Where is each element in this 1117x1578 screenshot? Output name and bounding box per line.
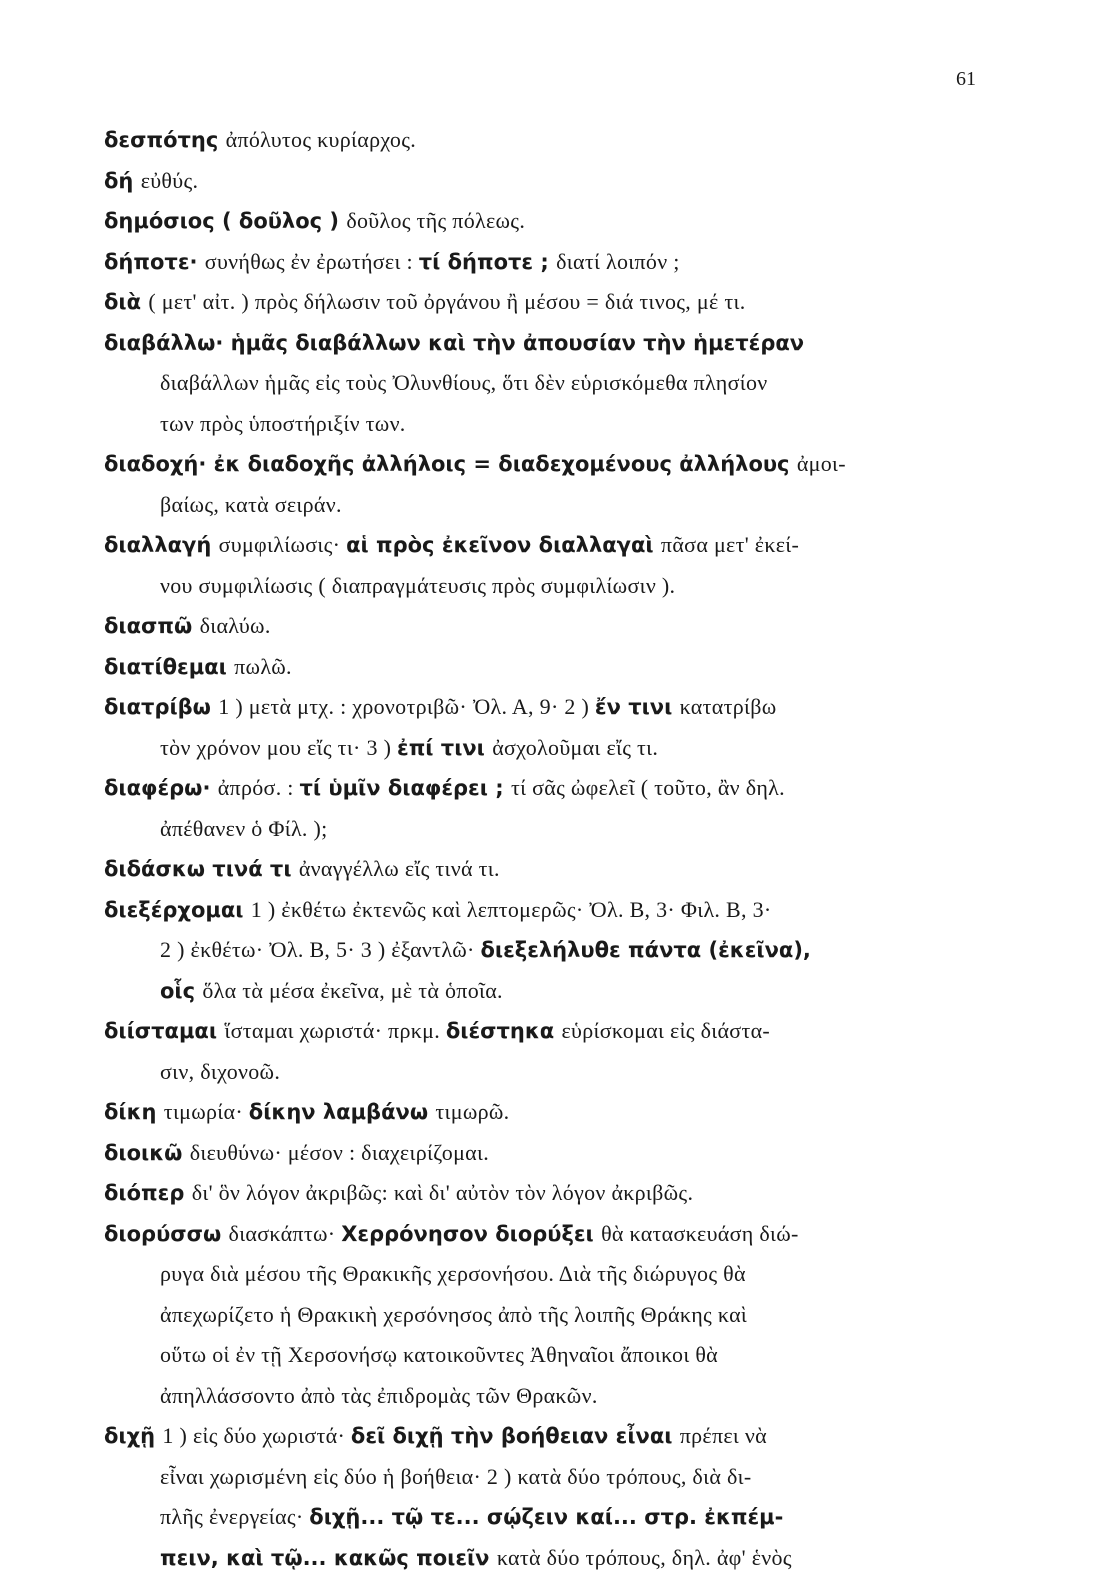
- entry-line: [104, 728, 984, 769]
- definition-text: ἀπέθανεν ὁ Φίλ. );: [160, 816, 328, 841]
- definition-text: συνήθως ἐν ἐρωτήσει :: [205, 249, 419, 274]
- definition-text: οὕτω οἱ ἐν τῇ Χερσονήσῳ κατοικοῦντες Ἀθηναῖοι ἄποικοι θὰ: [160, 1342, 718, 1367]
- definition-text: πρέπει νὰ: [680, 1423, 767, 1448]
- headword-text: διχῇ... τῷ τε... σῴζειν καί... στρ. ἐκπέμ-: [309, 1505, 783, 1529]
- definition-text: ἀπόλυτος κυρίαρχος.: [226, 127, 416, 152]
- definition-text: πᾶσα μετ' ἐκεί-: [661, 532, 799, 557]
- definition-text: σιν, διχονοῶ.: [160, 1059, 280, 1084]
- definition-text: ὅλα τὰ μέσα ἐκεῖνα, μὲ τὰ ὁποῖα.: [202, 978, 503, 1003]
- headword-text: τί δήποτε ;: [419, 250, 556, 274]
- entry-line: [104, 890, 984, 931]
- definition-text: 1 ) μετὰ μτχ. : χρονοτριβῶ· Ὀλ. Α, 9· 2 ): [218, 694, 595, 719]
- headword-text: διχῇ: [104, 1424, 162, 1448]
- headword-text: διὰ: [104, 290, 148, 314]
- entry-line: [104, 525, 984, 566]
- entry-line: [104, 849, 984, 890]
- definition-text: πλῆς ἐνεργείας·: [160, 1504, 309, 1529]
- definition-text: ἵσταμαι χωριστά· πρκμ.: [224, 1018, 445, 1043]
- definition-text: ἀπεχωρίζετο ἡ Θρακικὴ χερσόνησος ἀπὸ τῆς λοιπῆς Θράκης καὶ: [160, 1302, 747, 1327]
- headword-text: διορύσσω: [104, 1222, 229, 1246]
- headword-text: δεῖ διχῇ τὴν βοήθειαν εἶναι: [351, 1424, 680, 1448]
- definition-text: εὑρίσκομαι εἰς διάστα-: [562, 1018, 771, 1043]
- entry-line: [104, 647, 984, 688]
- headword-text: διαβάλλω· ἡμᾶς διαβάλλων καὶ τὴν ἀπουσίαν τὴν ἡμετέραν: [104, 331, 804, 355]
- entry-line: [104, 930, 984, 971]
- entry-line: [104, 1416, 984, 1457]
- definition-text: ρυγα διὰ μέσου τῆς Θρακικῆς χερσονήσου. Διὰ τῆς διώρυγος θὰ: [160, 1261, 746, 1286]
- definition-text: ἀπηλλάσσοντο ἀπὸ τὰς ἐπιδρομὰς τῶν Θρακῶν.: [160, 1383, 598, 1408]
- definition-text: κατατρίβω: [680, 694, 777, 719]
- headword-text: ἔν τινι: [595, 695, 680, 719]
- definition-text: ἀσχολοῦμαι εἴς τι.: [492, 735, 658, 760]
- entry-line: [104, 1011, 984, 1052]
- headword-text: τί ὑμῖν διαφέρει ;: [300, 776, 511, 800]
- entry-line: [104, 1497, 984, 1538]
- entry-line: [104, 485, 984, 526]
- headword-text: διεξελήλυθε πάντα (ἐκεῖνα),: [481, 938, 811, 962]
- definition-text: ἀπρόσ. :: [218, 775, 300, 800]
- definition-text: 1 ) εἰς δύο χωριστά·: [162, 1423, 350, 1448]
- definition-text: πωλῶ.: [234, 654, 292, 679]
- entry-line: [104, 606, 984, 647]
- headword-text: διατρίβω: [104, 695, 218, 719]
- entry-line: [104, 323, 984, 364]
- headword-text: δήποτε·: [104, 250, 205, 274]
- definition-text: διαβάλλων ἡμᾶς εἰς τοὺς Ὀλυνθίους, ὅτι δὲν εὑρισκόμεθα πλησίον: [160, 370, 768, 395]
- entry-line: [104, 1457, 984, 1498]
- headword-text: διέστηκα: [446, 1019, 562, 1043]
- definition-text: των πρὸς ὑποστήριξίν των.: [160, 411, 406, 436]
- headword-text: δημόσιος ( δοῦλος ): [104, 209, 346, 233]
- entry-line: [104, 120, 984, 161]
- entry-line: [104, 161, 984, 202]
- definition-text: διατί λοιπόν ;: [556, 249, 680, 274]
- entry-line: [104, 201, 984, 242]
- entry-line: [104, 1295, 984, 1336]
- definition-text: τί σᾶς ὠφελεῖ ( τοῦτο, ἂν δηλ.: [511, 775, 785, 800]
- definition-text: δοῦλος τῆς πόλεως.: [346, 208, 525, 233]
- definition-text: θὰ κατασκευάση διώ-: [601, 1221, 799, 1246]
- headword-text: ἐπί τινι: [397, 736, 492, 760]
- definition-text: διαλύω.: [200, 613, 271, 638]
- headword-text: οἷς: [160, 979, 202, 1003]
- headword-text: δίκη: [104, 1100, 164, 1124]
- definition-text: ἀμοι-: [797, 451, 846, 476]
- definition-text: συμφιλίωσις·: [219, 532, 346, 557]
- headword-text: διαφέρω·: [104, 776, 218, 800]
- entry-line: [104, 282, 984, 323]
- entry-line: [104, 809, 984, 850]
- headword-text: αἱ πρὸς ἐκεῖνον διαλλαγαὶ: [346, 533, 661, 557]
- entry-line: [104, 1214, 984, 1255]
- page-number: 61: [956, 68, 976, 91]
- definition-text: ἀναγγέλλω εἴς τινά τι.: [299, 856, 500, 881]
- entry-line: [104, 566, 984, 607]
- headword-text: διαδοχή· ἐκ διαδοχῆς ἀλλήλοις = διαδεχομένους ἀλλήλους: [104, 452, 797, 476]
- headword-text: διοικῶ: [104, 1141, 190, 1165]
- definition-text: ( μετ' αἰτ. ) πρὸς δήλωσιν τοῦ ὀργάνου ἢ μέσου = διά τινος, μέ τι.: [148, 289, 745, 314]
- entry-line: [104, 1092, 984, 1133]
- entry-line: [104, 971, 984, 1012]
- entry-line: [104, 404, 984, 445]
- definition-text: 2 ) ἐκθέτω· Ὀλ. Β, 5· 3 ) ἐξαντλῶ·: [160, 937, 481, 962]
- entry-line: [104, 1376, 984, 1417]
- entry-line: [104, 1052, 984, 1093]
- headword-text: δίκην λαμβάνω: [249, 1100, 436, 1124]
- definition-text: βαίως, κατὰ σειράν.: [160, 492, 342, 517]
- definition-text: 1 ) ἐκθέτω ἐκτενῶς καὶ λεπτομερῶς· Ὀλ. Β, 3· Φιλ. Β, 3·: [251, 897, 772, 922]
- entry-line: [104, 1133, 984, 1174]
- definition-text: διευθύνω· μέσον : διαχειρίζομαι.: [190, 1140, 489, 1165]
- entry-line: [104, 687, 984, 728]
- definition-text: εὐθύς.: [141, 168, 199, 193]
- headword-text: δή: [104, 169, 141, 193]
- definition-text: δι' ὃν λόγον ἀκριβῶς: καὶ δι' αὐτὸν τὸν λόγον ἀκριβῶς.: [192, 1180, 694, 1205]
- headword-text: διασπῶ: [104, 614, 200, 638]
- headword-text: διεξέρχομαι: [104, 898, 251, 922]
- entry-line: [104, 1335, 984, 1376]
- definition-text: διασκάπτω·: [229, 1221, 342, 1246]
- dictionary-entries: [104, 120, 984, 1578]
- entry-line: [104, 1254, 984, 1295]
- definition-text: τιμωρία·: [164, 1099, 249, 1124]
- entry-line: [104, 1173, 984, 1214]
- headword-text: διίσταμαι: [104, 1019, 224, 1043]
- headword-text: διδάσκω τινά τι: [104, 857, 299, 881]
- definition-text: νου συμφιλίωσις ( διαπραγμάτευσις πρὸς συμφιλίωσιν ).: [160, 573, 675, 598]
- headword-text: διατίθεμαι: [104, 655, 234, 679]
- definition-text: κατὰ δύο τρόπους, δηλ. ἀφ' ἑνὸς: [497, 1545, 792, 1570]
- headword-text: πειν, καὶ τῷ... κακῶς ποιεῖν: [160, 1546, 497, 1570]
- headword-text: Χερρόνησον διορύξει: [341, 1222, 601, 1246]
- headword-text: διαλλαγή: [104, 533, 219, 557]
- entry-line: [104, 444, 984, 485]
- entry-line: [104, 242, 984, 283]
- entry-line: [104, 768, 984, 809]
- definition-text: τὸν χρόνον μου εἴς τι· 3 ): [160, 735, 397, 760]
- entry-line: [104, 1538, 984, 1578]
- headword-text: δεσπότης: [104, 128, 226, 152]
- headword-text: διόπερ: [104, 1181, 192, 1205]
- definition-text: τιμωρῶ.: [435, 1099, 509, 1124]
- definition-text: εἶναι χωρισμένη εἰς δύο ἡ βοήθεια· 2 ) κατὰ δύο τρόπους, διὰ δι-: [160, 1464, 751, 1489]
- entry-line: [104, 363, 984, 404]
